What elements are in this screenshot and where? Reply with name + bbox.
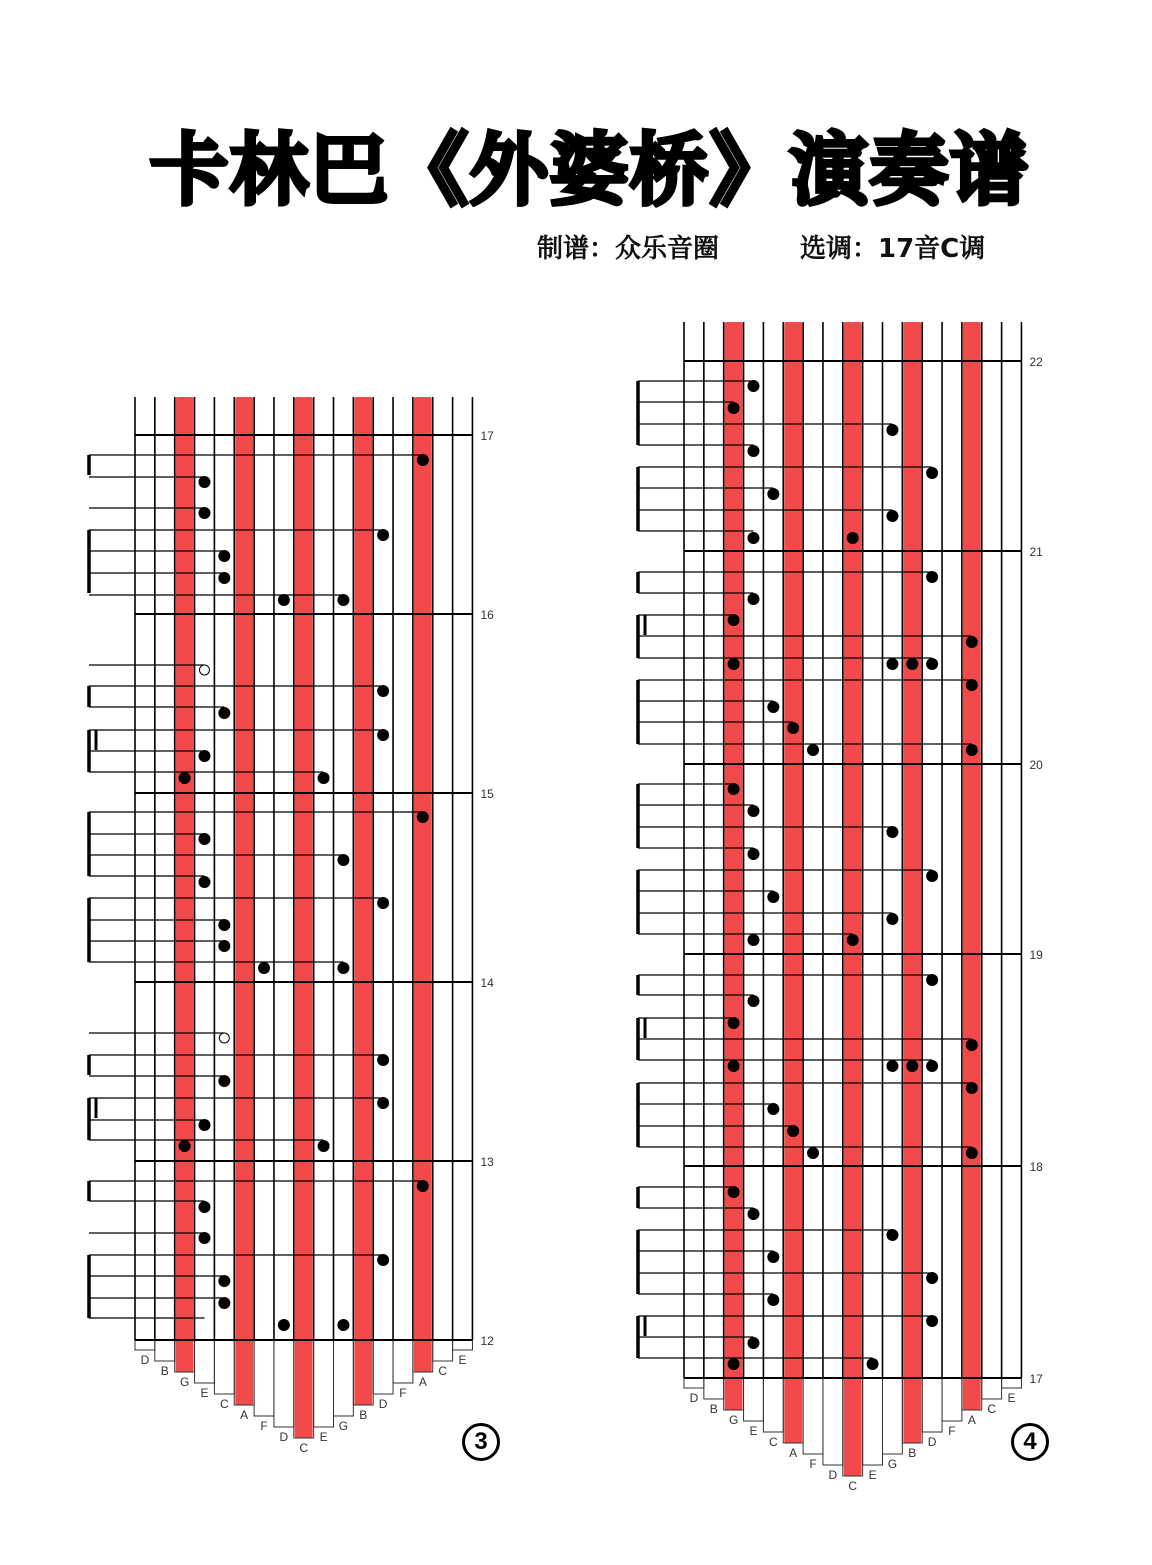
tine-cap [744,1378,764,1421]
note [926,974,938,986]
tine-cap [763,1378,783,1432]
note [787,722,799,734]
note [198,1201,210,1213]
note [337,962,349,974]
tine-label: F [948,1424,956,1438]
red-tine [844,322,862,1476]
note [318,1140,330,1152]
tine-label: F [260,1419,268,1433]
tine-cap [823,1378,843,1465]
red-tine [176,397,194,1372]
note [886,424,898,436]
measure-number: 17 [1029,1372,1043,1386]
tine-label: G [338,1419,349,1433]
note [966,1147,978,1159]
note [747,995,759,1007]
tine-label: B [709,1402,718,1416]
tine-label: G [728,1413,739,1427]
note [417,1180,429,1192]
note [767,701,779,713]
tine-cap [803,1378,823,1454]
note [728,402,740,414]
tine-label: C [219,1397,229,1411]
tine-label: E [458,1353,467,1367]
red-tine [235,397,253,1405]
note [747,805,759,817]
note [886,913,898,925]
note [728,614,740,626]
note [179,772,191,784]
note [218,550,230,562]
tine-cap [155,1340,175,1361]
measure-number: 12 [480,1334,494,1348]
note [417,454,429,466]
tine-label: E [200,1386,209,1400]
note [198,1119,210,1131]
note [377,729,389,741]
note [337,854,349,866]
note [807,744,819,756]
note [906,1060,918,1072]
note [926,658,938,670]
note [377,1254,389,1266]
note [926,1315,938,1327]
tine-label: C [438,1364,448,1378]
tine-cap [433,1340,453,1361]
note [886,826,898,838]
measure-number: 18 [1029,1160,1043,1174]
note [728,1358,740,1370]
note [258,962,270,974]
tine-cap [684,1378,704,1388]
tine-cap [314,1340,334,1427]
note [966,744,978,756]
tine-cap [274,1340,294,1427]
note [377,897,389,909]
tine-label: D [279,1430,289,1444]
note [198,507,210,519]
note [728,658,740,670]
note [747,848,759,860]
tine-label: E [1007,1391,1016,1405]
note [747,445,759,457]
note [966,1082,978,1094]
note [867,1358,879,1370]
tine-label: A [789,1446,798,1460]
note [179,1140,191,1152]
note [767,1103,779,1115]
tine-label: D [828,1468,838,1482]
tine-label: A [967,1413,976,1427]
note [337,594,349,606]
tine-cap [1002,1378,1022,1388]
note [966,636,978,648]
tine-label: B [359,1408,368,1422]
note [747,532,759,544]
note [218,919,230,931]
measure-number: 17 [480,429,494,443]
note [198,476,210,488]
red-tine [784,322,802,1443]
note [377,685,389,697]
note [417,811,429,823]
note [337,1319,349,1331]
tine-cap [982,1378,1002,1399]
tine-label: B [908,1446,917,1460]
tine-label: D [140,1353,150,1367]
note [807,1147,819,1159]
note [787,1125,799,1137]
tine-cap [704,1378,724,1399]
note [906,658,918,670]
red-tine [354,397,372,1405]
tine-cap [195,1340,215,1383]
note [767,1294,779,1306]
red-tine [963,322,981,1410]
tine-label: D [378,1397,388,1411]
note [198,833,210,845]
tine-label: C [768,1435,778,1449]
note [926,467,938,479]
tine-label: G [179,1375,190,1389]
note [767,891,779,903]
note [728,1186,740,1198]
tine-cap [922,1378,942,1432]
note [966,1039,978,1051]
tine-label: A [240,1408,249,1422]
note [926,1060,938,1072]
tine-cap [214,1340,234,1394]
note [747,1208,759,1220]
tine-label: E [868,1468,877,1482]
note [747,593,759,605]
note [886,1229,898,1241]
note [747,934,759,946]
note-hollow [219,1033,229,1043]
tine-label: D [689,1391,699,1405]
measure-number: 16 [480,608,494,622]
note [198,876,210,888]
tine-cap [453,1340,473,1350]
note [728,1060,740,1072]
tine-label: F [399,1386,407,1400]
note [886,510,898,522]
note [728,1017,740,1029]
tine-cap [334,1340,354,1416]
measure-number: 22 [1029,355,1043,369]
red-tine [295,397,313,1438]
page-number-badge: 4 [1011,1423,1049,1461]
note [377,1054,389,1066]
tine-label: D [927,1435,937,1449]
note-hollow [199,665,209,675]
measure-number: 19 [1029,948,1043,962]
red-tine [903,322,921,1443]
measure-number: 21 [1029,545,1043,559]
red-tine [414,397,432,1372]
arranger-label: 制谱：众乐音圈 [537,234,720,264]
tine-label: F [809,1457,817,1471]
measure-number: 13 [480,1155,494,1169]
note [278,1319,290,1331]
note [218,1297,230,1309]
note [218,572,230,584]
note [847,934,859,946]
note [886,658,898,670]
tine-cap [135,1340,155,1350]
note [847,532,859,544]
note [966,679,978,691]
note [926,870,938,882]
tine-label: C [299,1441,309,1455]
tine-cap [254,1340,274,1416]
tine-cap [942,1378,962,1421]
note [218,1075,230,1087]
note [278,594,290,606]
note [198,750,210,762]
note [747,380,759,392]
note [926,1272,938,1284]
note [318,772,330,784]
tine-label: G [887,1457,898,1471]
tine-cap [883,1378,903,1454]
tine-label: A [418,1375,427,1389]
note [218,940,230,952]
tine-label: B [160,1364,169,1378]
note [767,488,779,500]
tine-label: E [749,1424,758,1438]
page-number-badge: 3 [462,1423,500,1461]
note [218,1275,230,1287]
tine-cap [393,1340,413,1383]
measure-number: 20 [1029,758,1043,772]
note [377,1097,389,1109]
note [767,1251,779,1263]
tine-label: C [987,1402,997,1416]
note [926,571,938,583]
note [747,1337,759,1349]
note [728,783,740,795]
key-label: 选调：17音C调 [800,234,986,264]
tine-label: E [319,1430,328,1444]
note [886,1060,898,1072]
tine-cap [863,1378,883,1465]
note [218,707,230,719]
measure-number: 14 [480,976,494,990]
tine-cap [373,1340,393,1394]
red-tine [725,322,743,1410]
note [198,1232,210,1244]
tine-label: C [848,1479,858,1493]
note [377,529,389,541]
page-title: 卡林巴《外婆桥》演奏谱 [150,126,1031,216]
measure-number: 15 [480,787,494,801]
